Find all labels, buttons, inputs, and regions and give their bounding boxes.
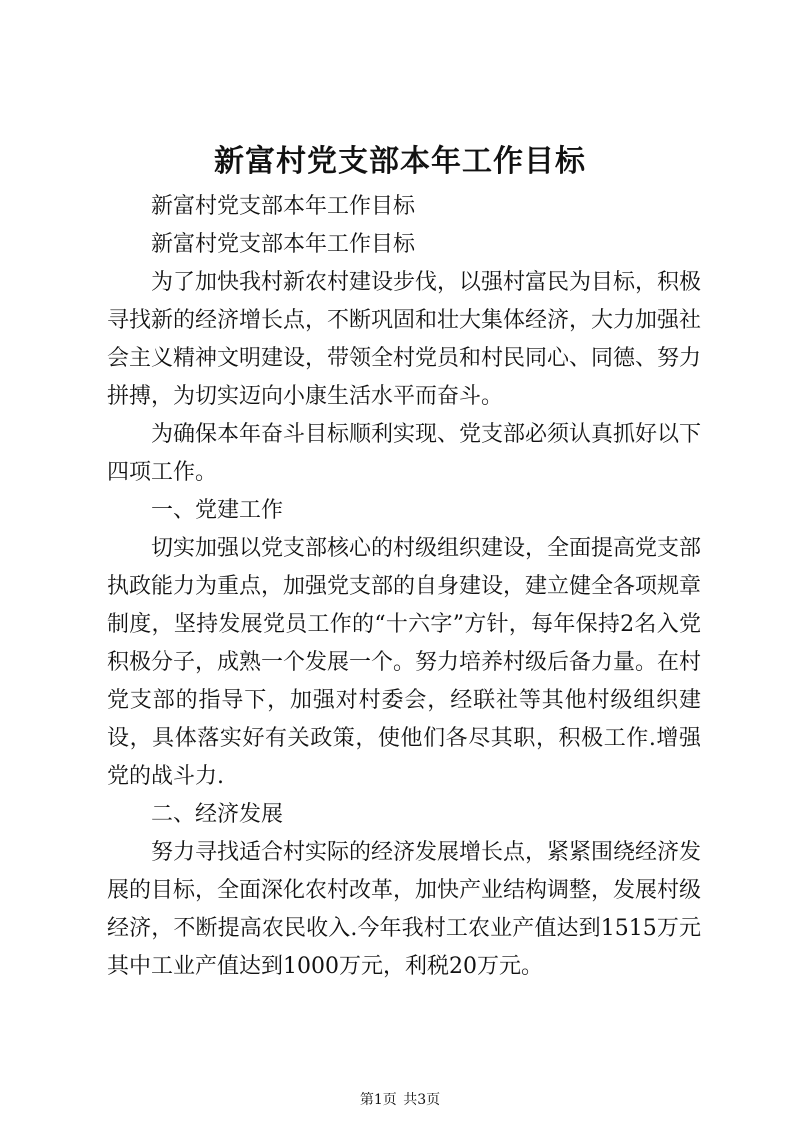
paragraph-subtitle-1: 新富村党支部本年工作目标 <box>151 194 416 219</box>
paragraph-economic-development: 努力寻找适合村实际的经济发展增长点，紧紧围绕经济发展的目标，全面深化农村改革，加快产业结构调整，发展村级经济，不断提高农民收入.今年我村工农业产值达到1515万元其中工业产值达到1000万元，利税20万元。 <box>107 840 702 979</box>
paragraph-subtitle-2: 新富村党支部本年工作目标 <box>151 232 416 257</box>
paragraph-intro: 为了加快我村新农村建设步伐，以强村富民为目标，积极寻找新的经济增长点，不断巩固和壮大集体经济，大力加强社会主义精神文明建设，带领全村党员和村民同心、同德、努力拼搏，为切实迈向小康生活水平而奋斗。 <box>107 270 702 409</box>
paragraph-party-building: 切实加强以党支部核心的村级组织建设，全面提高党支部执政能力为重点，加强党支部的自身建设，建立健全各项规章制度，坚持发展党员工作的“十六字”方针，每年保持2名入党积极分子，成熟一个发展一个。努力培养村级后备力量。在村党支部的指导下，加强对村委会，经联社等其他村级组织建设，具体落实好有关政策，使他们各尽其职，积极工作.增强党的战斗力. <box>107 536 702 789</box>
section-heading-economic-development: 二、经济发展 <box>151 802 284 827</box>
paragraph-four-tasks: 为确保本年奋斗目标顺利实现、党支部必须认真抓好以下四项工作。 <box>107 422 702 485</box>
document-title: 新富村党支部本年工作目标 <box>214 144 586 179</box>
page-number: 第1页 <box>359 1092 397 1108</box>
page-footer <box>0 1090 800 1110</box>
document-body <box>107 188 701 986</box>
section-heading-party-building: 一、党建工作 <box>151 498 284 523</box>
page-total: 共3页 <box>403 1092 441 1108</box>
